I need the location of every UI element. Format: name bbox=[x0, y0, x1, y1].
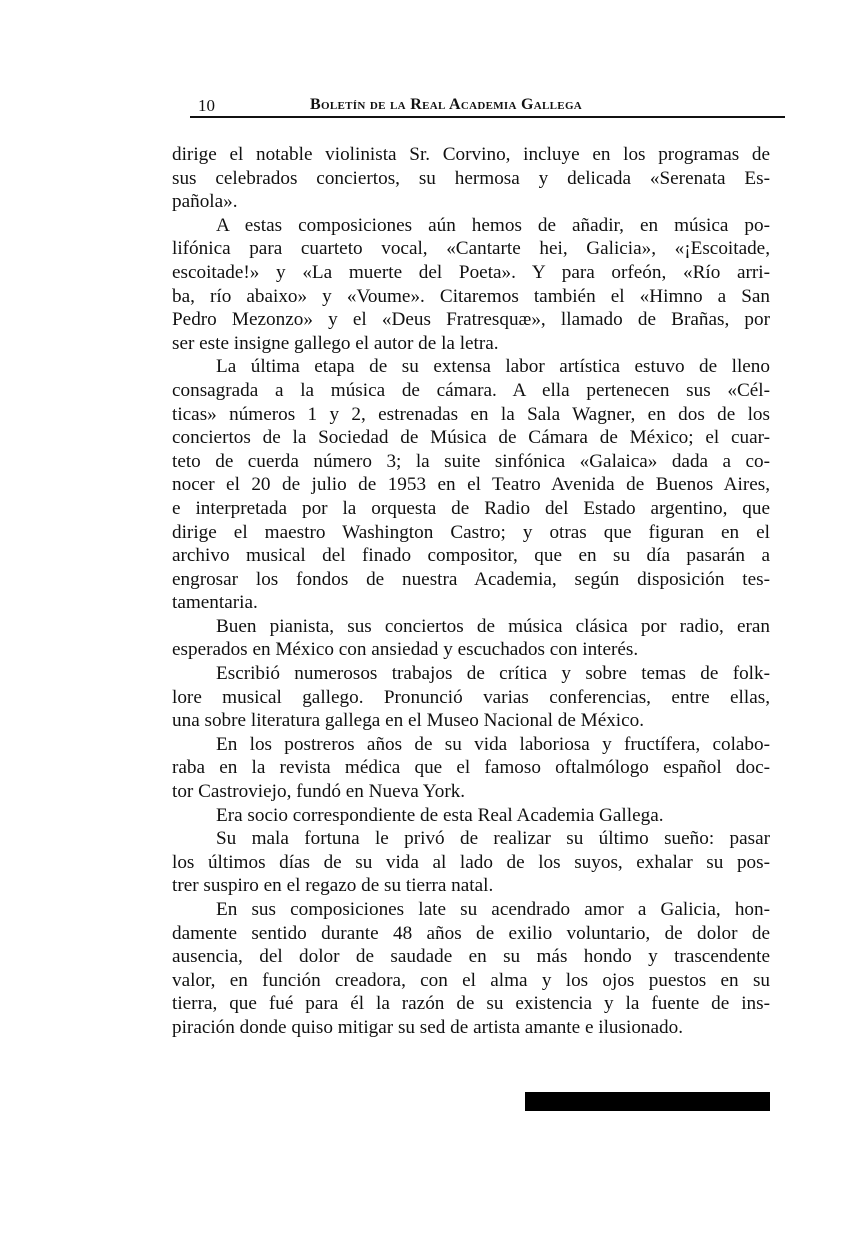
text-line: Buen pianista, sus conciertos de música clásica por radio, eran bbox=[216, 615, 770, 637]
text-line: lore musical gallego. Pronunció varias conferencias, entre ellas, bbox=[172, 686, 770, 708]
text-line: pañola». bbox=[172, 191, 238, 213]
paragraph bbox=[172, 827, 770, 898]
text-line: dirige el maestro Washington Castro; y otras que figuran en el bbox=[172, 521, 770, 543]
text-line: ba, río abaixo» y «Voume». Citaremos también el «Himno a San bbox=[172, 285, 770, 307]
text-line: nocer el 20 de julio de 1953 en el Teatro Avenida de Buenos Aires, bbox=[172, 474, 770, 496]
text-line: La última etapa de su extensa labor artística estuvo de lleno bbox=[216, 356, 770, 378]
text-line: una sobre literatura gallega en el Museo Nacional de México. bbox=[172, 710, 645, 732]
text-line: teto de cuerda número 3; la suite sinfónica «Galaica» dada a co- bbox=[172, 450, 770, 472]
text-line: archivo musical del finado compositor, que en su día pasarán a bbox=[172, 545, 770, 567]
text-line: Pedro Mezonzo» y el «Deus Fratresquæ», llamado de Brañas, por bbox=[172, 309, 770, 331]
paragraph bbox=[172, 214, 770, 356]
paragraph bbox=[172, 355, 770, 615]
text-line: sus celebrados conciertos, su hermosa y delicada «Serenata Es- bbox=[172, 167, 770, 189]
text-line: tamentaria. bbox=[172, 592, 258, 614]
text-line: piración donde quiso mitigar su sed de artista amante e ilusionado. bbox=[172, 1016, 684, 1038]
text-line: los últimos días de su vida al lado de los suyos, exhalar su pos- bbox=[172, 851, 770, 873]
text-line: En sus composiciones late su acendrado amor a Galicia, hon- bbox=[216, 899, 770, 920]
text-line: damente sentido durante 48 años de exilio voluntario, de dolor de bbox=[172, 922, 770, 944]
paragraph bbox=[172, 143, 770, 214]
text-line: ser este insigne gallego el autor de la letra. bbox=[172, 332, 499, 354]
paragraph bbox=[172, 662, 770, 733]
text-line: valor, en función creadora, con el alma y los ojos puestos en su bbox=[172, 969, 770, 991]
text-line: Escribió numerosos trabajos de crítica y sobre temas de folk- bbox=[216, 663, 770, 685]
text-line: En los postreros años de su vida laboriosa y fructífera, colabo- bbox=[216, 733, 770, 755]
scan-artifact-bar bbox=[525, 1092, 770, 1111]
paragraph bbox=[172, 898, 770, 1040]
text-line: dirige el notable violinista Sr. Corvino, incluye en los programas de bbox=[172, 144, 770, 165]
text-line: tor Castroviejo, fundó en Nueva York. bbox=[172, 781, 466, 803]
text-line: consagrada a la música de cámara. A ella pertenecen sus «Cél- bbox=[172, 379, 770, 401]
text-line: raba en la revista médica que el famoso oftalmólogo español doc- bbox=[172, 757, 770, 779]
text-line: Era socio correspondiente de esta Real Academia Gallega. bbox=[216, 804, 664, 826]
paragraph bbox=[172, 615, 770, 662]
text-line: Su mala fortuna le privó de realizar su último sueño: pasar bbox=[216, 828, 770, 850]
page-header bbox=[190, 94, 785, 118]
text-line: ausencia, del dolor de saudade en su más hondo y trascendente bbox=[172, 946, 770, 968]
text-line: trer suspiro en el regazo de su tierra natal. bbox=[172, 875, 494, 897]
text-line: ticas» números 1 y 2, estrenadas en la Sala Wagner, en dos de los bbox=[172, 403, 770, 425]
text-line: tierra, que fué para él la razón de su existencia y la fuente de ins- bbox=[172, 993, 770, 1015]
text-line: lifónica para cuarteto vocal, «Cantarte hei, Galicia», «¡Escoitade, bbox=[172, 238, 770, 260]
text-line: conciertos de la Sociedad de Música de Cámara de México; el cuar- bbox=[172, 427, 770, 449]
running-title: Boletín de la Real Academia Gallega bbox=[310, 96, 583, 113]
text-line: A estas composiciones aún hemos de añadir, en música po- bbox=[216, 214, 770, 236]
paragraph bbox=[172, 804, 770, 828]
paragraph bbox=[172, 733, 770, 804]
text-line: engrosar los fondos de nuestra Academia, según disposición tes- bbox=[172, 568, 770, 590]
page-number: 10 bbox=[198, 96, 215, 115]
text-line: esperados en México con ansiedad y escuchados con interés. bbox=[172, 639, 639, 661]
text-line: escoitade!» y «La muerte del Poeta». Y para orfeón, «Río arri- bbox=[172, 261, 770, 283]
body-text bbox=[172, 143, 770, 1040]
text-line: e interpretada por la orquesta de Radio del Estado argentino, que bbox=[172, 497, 770, 519]
